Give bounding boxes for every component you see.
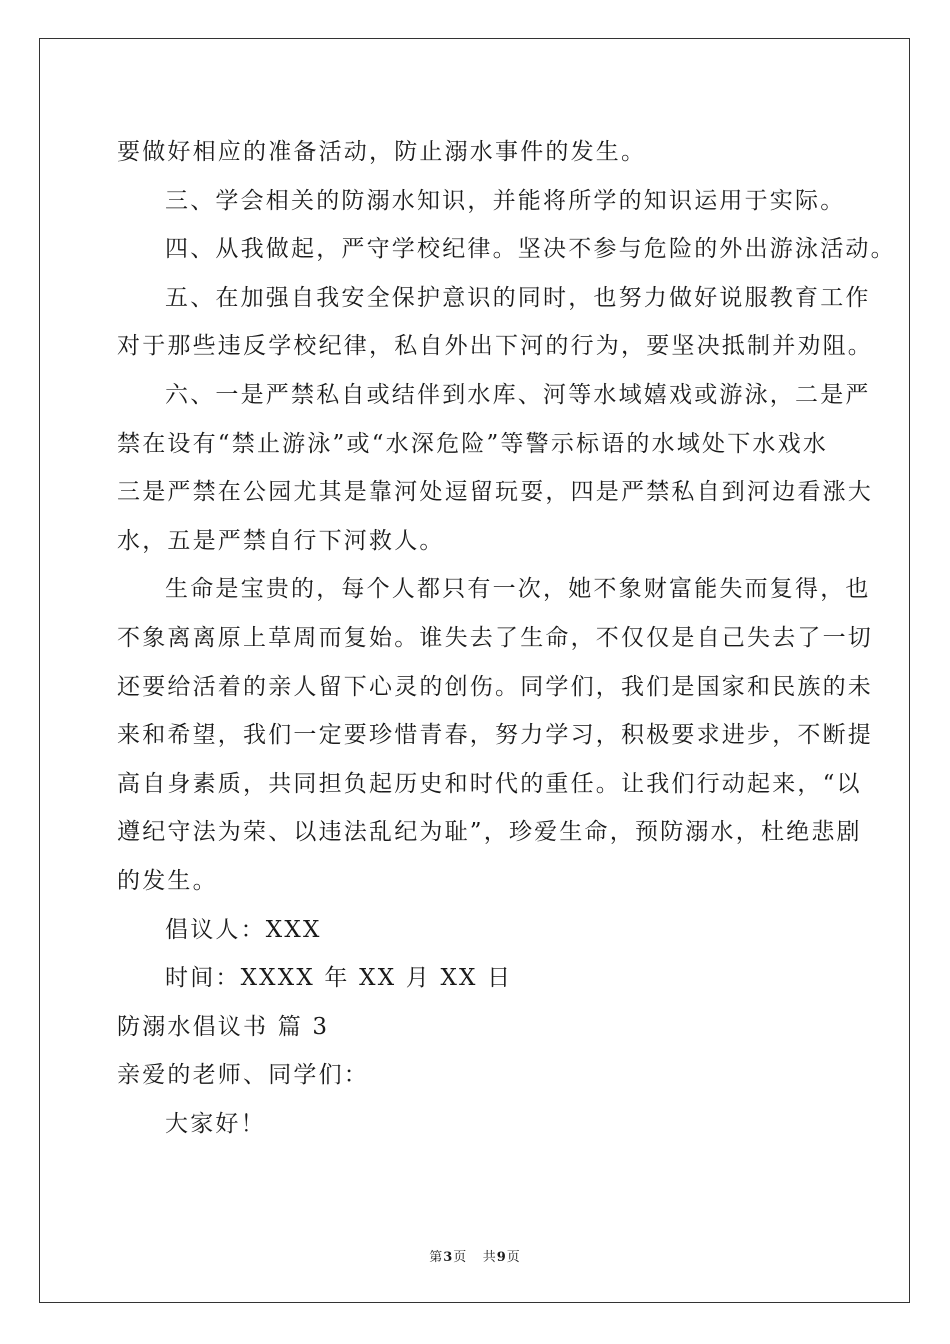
current-page-number: 3 xyxy=(443,1250,454,1265)
page-label-suffix: 页 xyxy=(453,1250,468,1265)
text-line: 时间：XXXX 年 XX 月 XX 日 xyxy=(165,965,513,992)
text-line: 五、在加强自我安全保护意识的同时，也努力做好说服教育工作 xyxy=(165,284,871,311)
text-line: 倡议人：XXX xyxy=(165,916,322,943)
text-line: 三是严禁在公园尤其是靠河处逗留玩耍，四是严禁私自到河边看涨大 xyxy=(117,479,873,506)
text-line: 防溺水倡议书 篇 3 xyxy=(117,1013,330,1040)
text-line: 对于那些违反学校纪律，私自外出下河的行为，要坚决抵制并劝阻。 xyxy=(117,333,873,360)
text-line: 六、一是严禁私自或结伴到水库、河等水域嬉戏或游泳，二是严 xyxy=(165,381,871,408)
text-line: 不象离离原上草周而复始。谁失去了生命，不仅仅是自己失去了一切 xyxy=(117,624,873,651)
total-page-count: 9 xyxy=(496,1250,507,1265)
text-line: 遵纪守法为荣、以违法乱纪为耻”，珍爱生命，预防溺水，杜绝悲剧 xyxy=(117,819,862,846)
text-line: 禁在设有“禁止游泳”或“水深危险”等警示标语的水域处下水戏水 xyxy=(117,430,829,457)
text-line: 来和希望，我们一定要珍惜青春，努力学习，积极要求进步，不断提 xyxy=(117,722,873,749)
total-label-suffix: 页 xyxy=(506,1250,521,1265)
text-line: 大家好！ xyxy=(165,1110,266,1137)
text-line: 水，五是严禁自行下河救人。 xyxy=(117,527,445,554)
text-line: 还要给活着的亲人留下心灵的创伤。同学们，我们是国家和民族的未 xyxy=(117,673,873,700)
document-body xyxy=(117,128,896,1148)
page-footer xyxy=(0,1246,950,1265)
text-line: 亲爱的老师、同学们： xyxy=(117,1062,369,1089)
text-line: 要做好相应的准备活动，防止溺水事件的发生。 xyxy=(117,139,647,165)
text-line: 三、学会相关的防溺水知识，并能将所学的知识运用于实际。 xyxy=(165,187,846,214)
text-line: 四、从我做起，严守学校纪律。坚决不参与危险的外出游泳活动。 xyxy=(165,236,896,263)
text-line: 生命是宝贵的，每个人都只有一次，她不象财富能失而复得，也 xyxy=(165,576,871,603)
text-line: 高自身素质，共同担负起历史和时代的重任。让我们行动起来，“以 xyxy=(117,770,862,797)
total-label-prefix: 共 xyxy=(482,1250,497,1265)
page-label-prefix: 第 xyxy=(429,1250,444,1265)
text-line: 的发生。 xyxy=(117,867,218,894)
